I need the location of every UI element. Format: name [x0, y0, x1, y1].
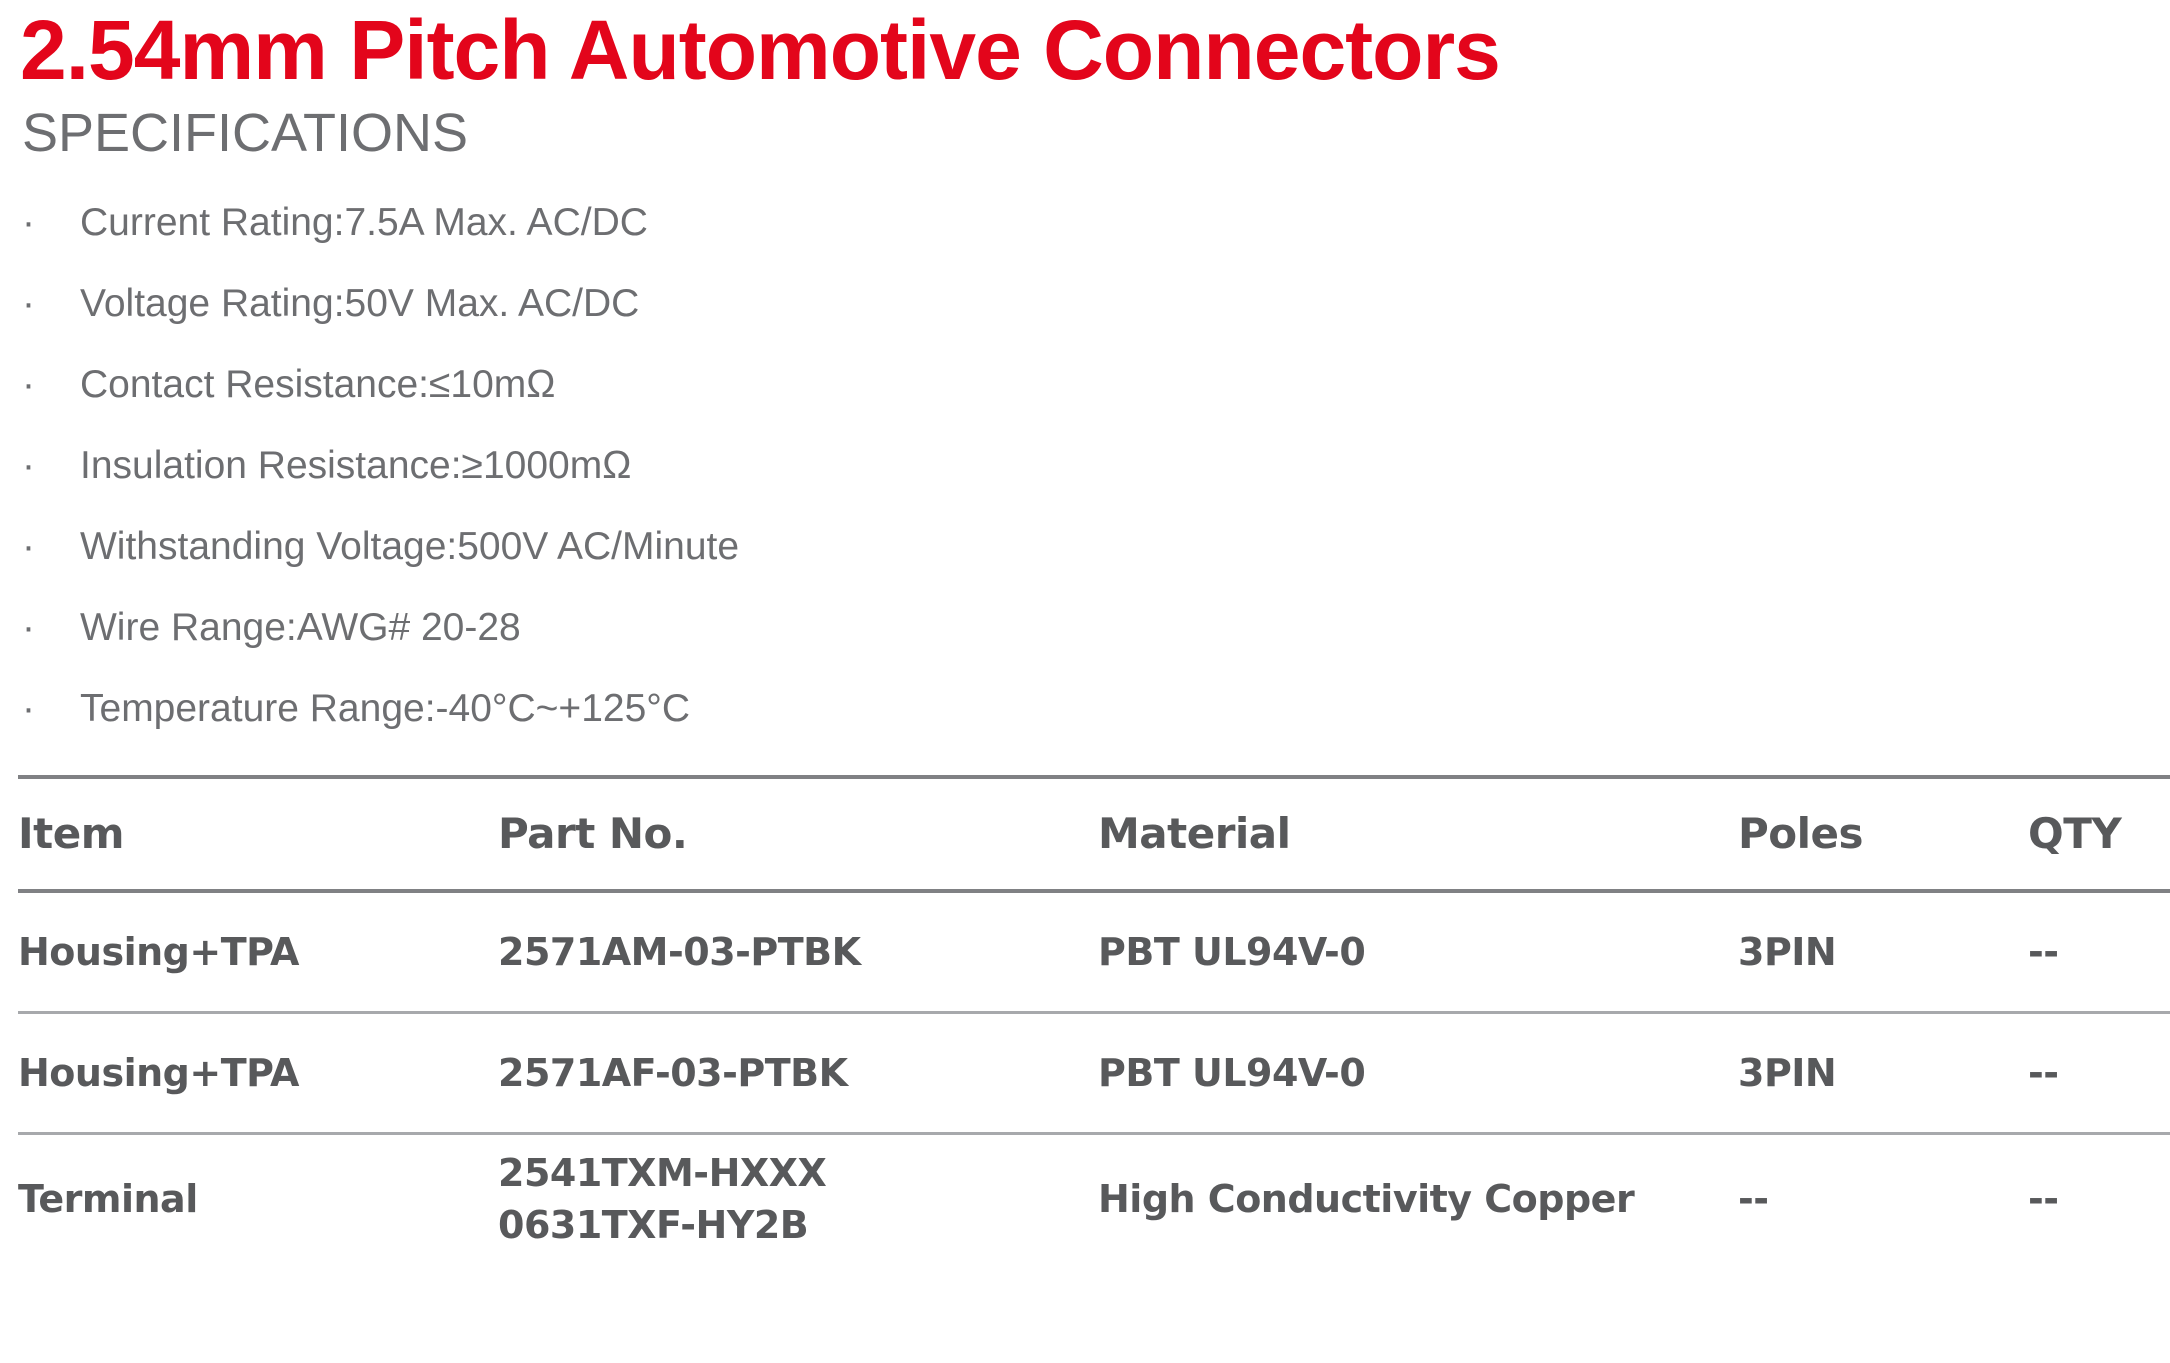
- bullet-icon: ·: [22, 606, 35, 649]
- specifications-list: [10, 164, 2160, 749]
- cell-item: Housing+TPA: [18, 1013, 498, 1134]
- cell-part-no: 2571AF-03-PTBK: [498, 1013, 1098, 1134]
- spec-text: Insulation Resistance:≥1000mΩ: [80, 444, 632, 487]
- parts-table-container: [10, 749, 2160, 1263]
- spec-text: Temperature Range:-40°C~+125°C: [80, 687, 691, 730]
- cell-poles: 3PIN: [1738, 1013, 2028, 1134]
- cell-part-no: 2571AM-03-PTBK: [498, 891, 1098, 1013]
- bullet-icon: ·: [22, 363, 35, 406]
- cell-part-no: [498, 1134, 1098, 1264]
- spec-text: Current Rating:7.5A Max. AC/DC: [80, 201, 648, 244]
- spec-text: Wire Range:AWG# 20-28: [80, 606, 521, 649]
- table-row: [18, 1013, 2170, 1134]
- table-header-row: [18, 777, 2170, 891]
- bullet-icon: ·: [22, 525, 35, 568]
- cell-poles: --: [1738, 1177, 1769, 1221]
- cell-item: Terminal: [18, 1177, 198, 1221]
- spec-text: Withstanding Voltage:500V AC/Minute: [80, 525, 740, 568]
- bullet-icon: ·: [22, 282, 35, 325]
- list-item: [18, 263, 2160, 344]
- cell-material: PBT UL94V-0: [1098, 1013, 1738, 1134]
- bullet-icon: ·: [22, 444, 35, 487]
- cell-item: Housing+TPA: [18, 891, 498, 1013]
- table-body: [18, 891, 2170, 1263]
- list-item: [18, 587, 2160, 668]
- cell-qty: --: [2028, 891, 2170, 1013]
- list-item: [18, 668, 2160, 749]
- column-header-qty: QTY: [2028, 777, 2170, 891]
- column-header-part-no: Part No.: [498, 777, 1098, 891]
- spec-text: Contact Resistance:≤10mΩ: [80, 363, 556, 406]
- column-header-item: Item: [18, 777, 498, 891]
- spec-text: Voltage Rating:50V Max. AC/DC: [80, 282, 640, 325]
- table-row: [18, 891, 2170, 1013]
- cell-material: PBT UL94V-0: [1098, 891, 1738, 1013]
- list-item: [18, 344, 2160, 425]
- bullet-icon: ·: [22, 687, 35, 730]
- column-header-material: Material: [1098, 777, 1738, 891]
- cell-material: High Conductivity Copper: [1098, 1177, 1635, 1221]
- list-item: [18, 506, 2160, 587]
- page-title: 2.54mm Pitch Automotive Connectors: [20, 3, 1500, 97]
- list-item: [18, 425, 2160, 506]
- table-header: [18, 777, 2170, 891]
- section-heading-specifications: SPECIFICATIONS: [22, 103, 469, 163]
- bullet-icon: ·: [22, 201, 35, 244]
- column-header-poles: Poles: [1738, 777, 2028, 891]
- part-no-line-1: 2541TXM-HXXX: [498, 1151, 827, 1195]
- table-row: [18, 1134, 2170, 1264]
- cell-qty: --: [2028, 1177, 2059, 1221]
- parts-table: [18, 775, 2170, 1263]
- cell-poles: 3PIN: [1738, 891, 2028, 1013]
- cell-qty: --: [2028, 1013, 2170, 1134]
- part-no-line-2: 0631TXF-HY2B: [498, 1203, 809, 1247]
- list-item: [18, 182, 2160, 263]
